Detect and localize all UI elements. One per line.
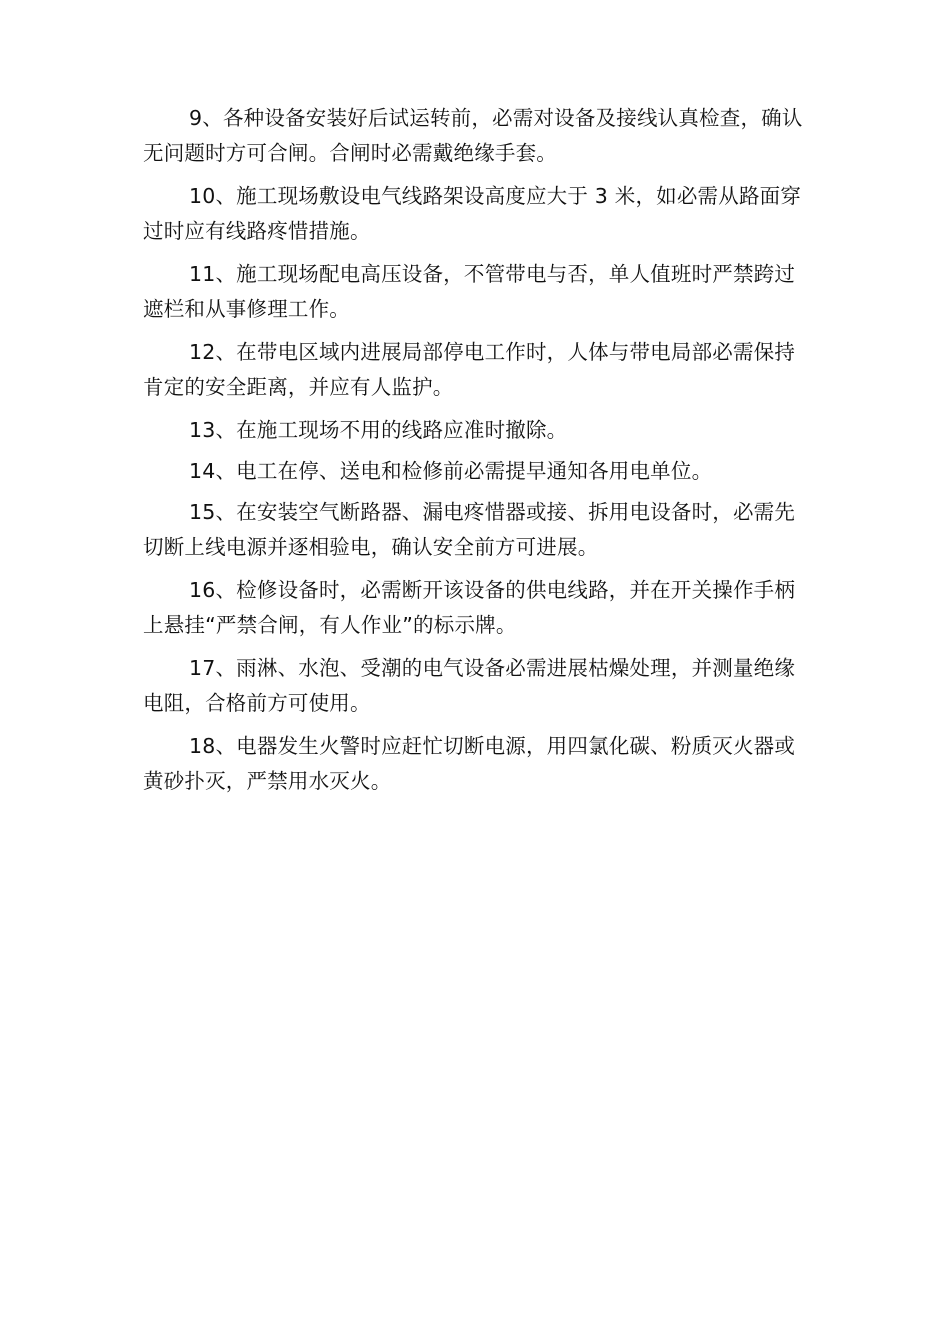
paragraph-item-11: 11、施工现场配电高压设备，不管带电与否，单人值班时严禁跨过遮栏和从事修理工作。 bbox=[143, 262, 796, 321]
paragraph-item-10: 10、施工现场敷设电气线路架设高度应大于 3 米，如必需从路面穿过时应有线路疼惜措施。 bbox=[143, 184, 802, 243]
paragraph-item-12: 12、在带电区域内进展局部停电工作时，人体与带电局部必需保持肯定的安全距离，并应有人监护。 bbox=[143, 340, 796, 399]
paragraph-item-9: 9、各种设备安装好后试运转前，必需对设备及接线认真检查，确认无问题时方可合闸。合闸时必需戴绝缘手套。 bbox=[143, 106, 803, 165]
paragraph-item-16: 16、检修设备时，必需断开该设备的供电线路，并在开关操作手柄上悬挂“严禁合闸，有人作业”的标示牌。 bbox=[143, 578, 796, 637]
paragraph-item-13: 13、在施工现场不用的线路应准时撤除。 bbox=[189, 418, 568, 442]
paragraph-item-14: 14、电工在停、送电和检修前必需提早通知各用电单位。 bbox=[189, 459, 713, 483]
paragraph-item-17: 17、雨淋、水泡、受潮的电气设备必需进展枯燥处理，并测量绝缘电阻，合格前方可使用。 bbox=[143, 656, 796, 715]
paragraph-item-15: 15、在安装空气断路器、漏电疼惜器或接、拆用电设备时，必需先切断上线电源并逐相验电，确认安全前方可进展。 bbox=[143, 500, 796, 559]
paragraph-item-18: 18、电器发生火警时应赶忙切断电源，用四氯化碳、粉质灭火器或黄砂扑灭，严禁用水灭火。 bbox=[143, 734, 796, 793]
document-body bbox=[143, 101, 807, 807]
